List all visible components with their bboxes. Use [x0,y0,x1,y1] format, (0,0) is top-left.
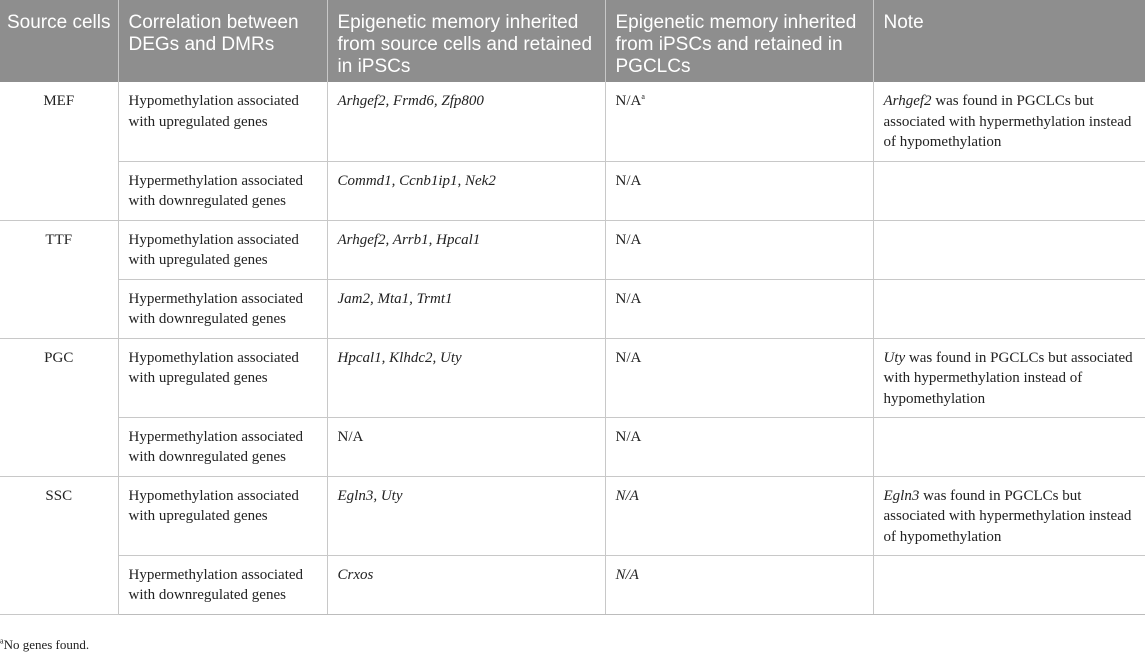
header-correlation: Correlation between DEGs and DMRs [118,0,327,82]
ipsc-genes-cell: Hpcal1, Klhdc2, Uty [327,338,605,417]
footnote-mark: a [0,636,4,646]
ipsc-genes-cell: Jam2, Mta1, Trmt1 [327,279,605,338]
ipsc-genes-cell: Arhgef2, Frmd6, Zfp800 [327,82,605,161]
note-text: was found in PGCLCs but associated with hypermethylation instead of hypomethylation [883,349,1133,407]
correlation-cell: Hypomethylation associated with upregulated genes [118,82,327,161]
header-pgclc-memory: Epigenetic memory inherited from iPSCs and retained in PGCLCs [605,0,873,82]
correlation-cell: Hypermethylation associated with downregulated genes [118,279,327,338]
correlation-cell: Hypomethylation associated with upregulated genes [118,338,327,417]
pgclc-cell: N/A [605,279,873,338]
header-source-cells: Source cells [0,0,118,82]
table-row [0,279,1145,338]
pgclc-value: N/A [615,93,642,109]
ipsc-genes-cell: N/A [327,417,605,476]
note-gene: Uty [883,349,906,366]
note-cell [873,82,1145,161]
note-cell [873,476,1145,555]
correlation-cell: Hypermethylation associated with downregulated genes [118,555,327,614]
correlation-cell: Hypermethylation associated with downregulated genes [118,417,327,476]
source-cell-ttf: TTF [0,220,118,338]
pgclc-cell: N/A [605,417,873,476]
table-header [0,0,1145,82]
note-gene: Arhgef2 [883,93,932,109]
header-note: Note [873,0,1145,82]
ipsc-genes-cell: Arhgef2, Arrb1, Hpcal1 [327,220,605,279]
header-row [0,0,1145,82]
source-cell-ssc: SSC [0,476,118,614]
footnote-text: No genes found. [3,637,90,652]
pgclc-cell: N/A [605,220,873,279]
pgclc-cell: N/A [605,476,873,555]
note-text: was found in PGCLCs but associated with hypermethylation instead of hypomethylation [883,93,1132,150]
note-cell [873,279,1145,338]
ipsc-genes-cell: Egln3, Uty [327,476,605,555]
header-ipsc-memory: Epigenetic memory inherited from source cells and retained in iPSCs [327,0,605,82]
table-row [0,220,1145,279]
ipsc-genes-cell: Commd1, Ccnb1ip1, Nek2 [327,161,605,220]
table-row [0,82,1145,161]
pgclc-cell: N/A [605,338,873,417]
note-cell [873,417,1145,476]
note-text: was found in PGCLCs but associated with hypermethylation instead of hypomethylation [883,487,1132,545]
table-row [0,555,1145,614]
pgclc-cell: N/A [605,161,873,220]
pgclc-cell: N/A [605,555,873,614]
correlation-cell: Hypomethylation associated with upregulated genes [118,220,327,279]
table-row [0,476,1145,555]
table-body [0,82,1145,614]
table-row [0,417,1145,476]
table-row [0,161,1145,220]
correlation-cell: Hypermethylation associated with downregulated genes [118,161,327,220]
ipsc-genes-cell: Crxos [327,555,605,614]
note-cell [873,161,1145,220]
note-cell [873,220,1145,279]
correlation-cell: Hypomethylation associated with upregulated genes [118,476,327,555]
table-footnote [0,637,89,653]
table-row [0,338,1145,417]
footnote-mark: a [641,92,645,101]
source-cell-mef: MEF [0,82,118,220]
note-cell [873,555,1145,614]
source-cell-pgc: PGC [0,338,118,476]
note-gene: Egln3 [883,487,920,504]
note-cell [873,338,1145,417]
pgclc-cell [605,82,873,161]
